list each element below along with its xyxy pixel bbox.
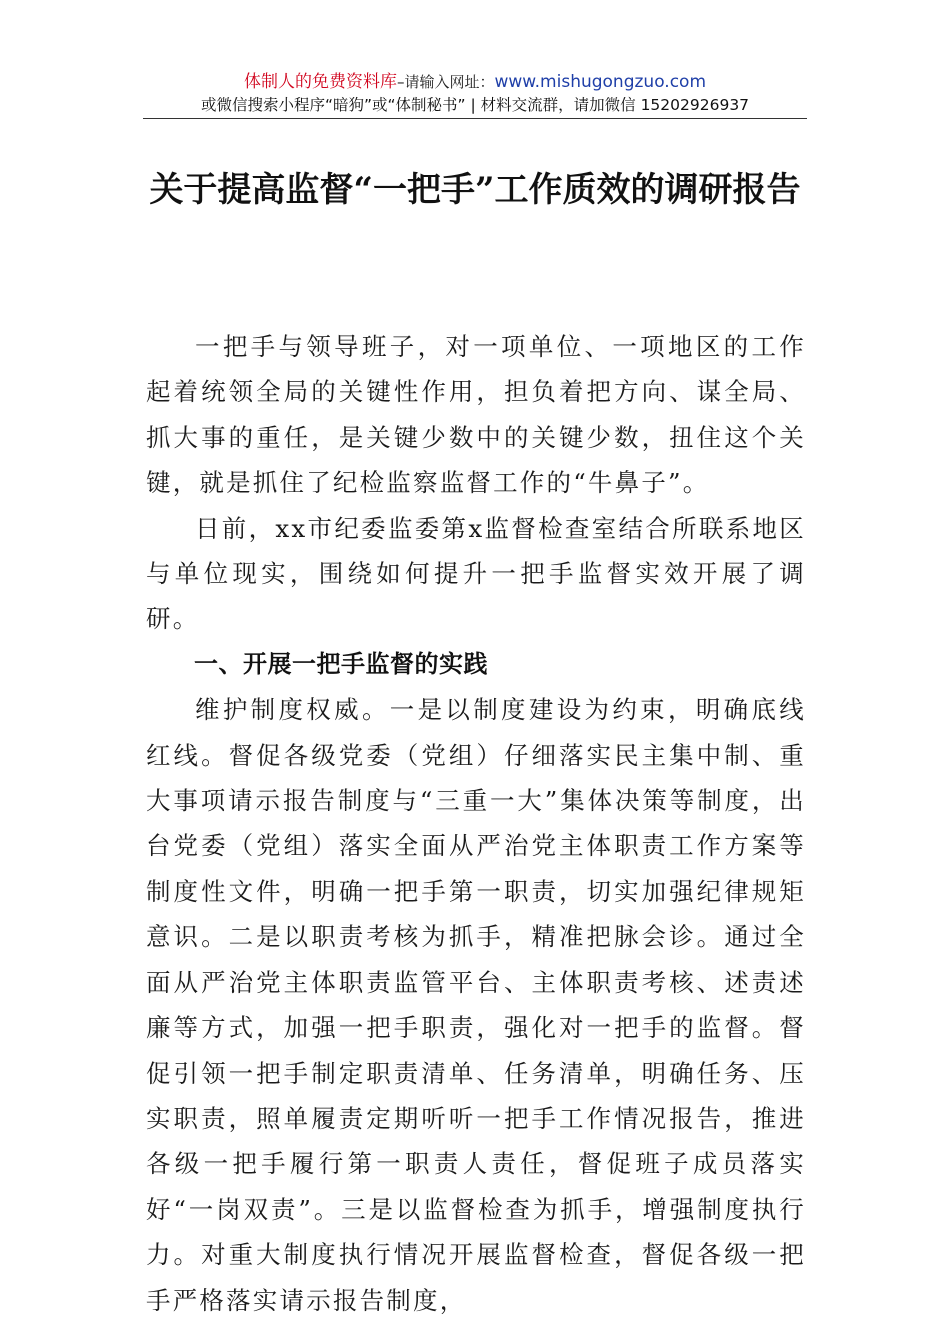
website-link[interactable]: www.mishugongzuo.com [494, 72, 707, 92]
page-header [143, 70, 807, 116]
brand-label: 体制人的免费资料库 [243, 72, 397, 92]
header-divider [143, 118, 807, 119]
url-prompt: –请输入网址： [396, 73, 495, 91]
section-heading: 一、开展一把手监督的实践 [194, 649, 488, 678]
header-promo-line [143, 70, 807, 94]
intro-paragraph: 一把手与领导班子，对一项单位、一项地区的工作起着统领全局的关键性作用，担负着把方向、谋全局、抓大事的重任，是关键少数中的关键少数，扭住这个关键，就是抓住了纪检监察监督工作的“牛鼻子”。 [146, 332, 806, 498]
document-body [146, 324, 806, 1323]
section-paragraph: 维护制度权威。一是以制度建设为约束，明确底线红线。督促各级党委（党组）仔细落实民主集中制、重大事项请示报告制度与“三重一大”集体决策等制度，出台党委（党组）落实全面从严治党主体职责工作方案等制度性文件，明确一把手第一职责，切实加强纪律规矩意识。二是以职责考核为抓手，精准把脉会诊。通过全面从严治党主体职责监管平台、主体职责考核、述责述廉等方式，加强一把手职责，强化对一把手的监督。督促引领一把手制定职责清单、任务清单，明确任务、压实职责，照单履责定期听听一把手工作情况报告，推进各级一把手履行第一职责人责任，督促班子成员落实好“一岗双责”。三是以监督检查为抓手，增强制度执行力。对重大制度执行情况开展监督检查，督促各级一把手严格落实请示报告制度， [146, 695, 806, 1315]
context-paragraph: 日前，xx市纪委监委第x监督检查室结合所联系地区与单位现实，围绕如何提升一把手监督实效开展了调研。 [146, 513, 806, 634]
header-contact-line: 或微信搜索小程序“暗狗”或“体制秘书” | 材料交流群，请加微信 15202926937 [200, 96, 750, 114]
document-title: 关于提高监督“一把手”工作质效的调研报告 [149, 170, 801, 210]
